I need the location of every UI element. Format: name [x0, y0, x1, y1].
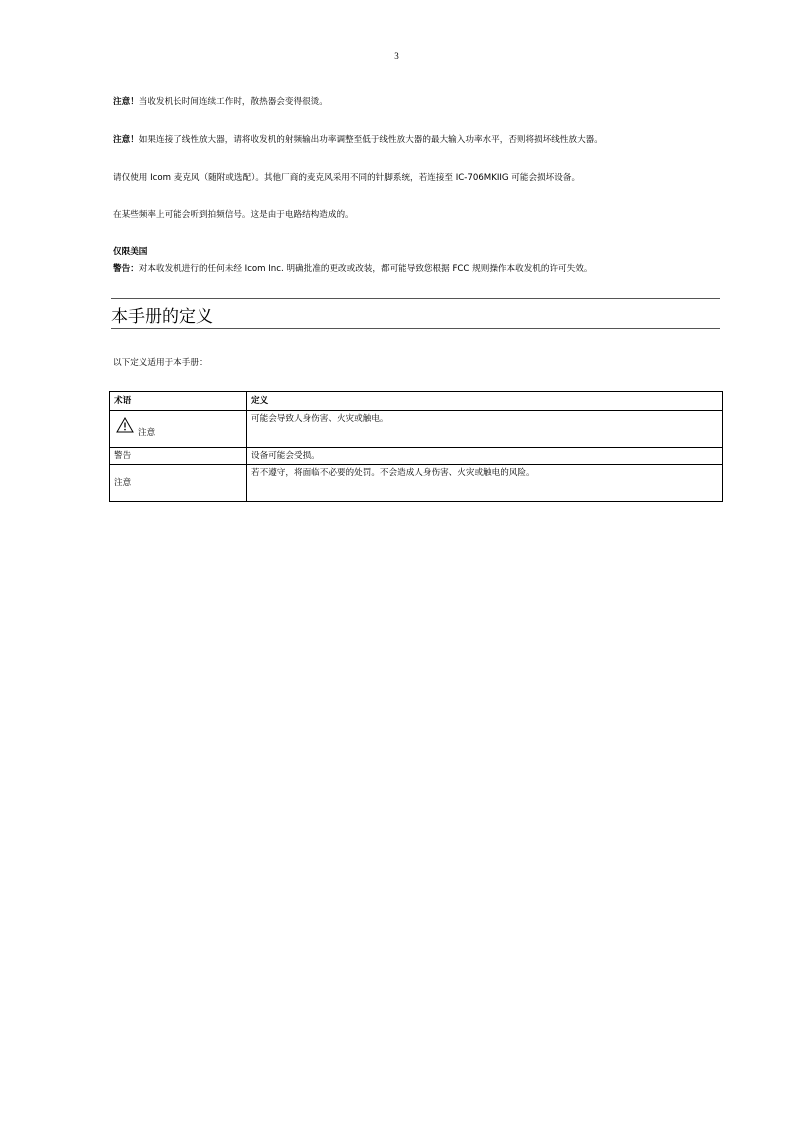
warning-text: 对本收发机进行的任何未经 Icom Inc. 明确批准的更改或改装，都可能导致您根据 FCC 规则操作本收发机的许可失效。	[138, 264, 593, 274]
definition-cell: 设备可能会受损。	[247, 448, 723, 465]
microphone-paragraph	[113, 172, 733, 185]
section-top-rule	[111, 298, 720, 299]
header-term: 术语	[110, 392, 247, 411]
term-cell: 警告	[110, 448, 247, 465]
table-row	[110, 448, 723, 465]
definition-cell: 若不遵守，将面临不必要的处罚。不会造成人身伤害、火灾或触电的风险。	[247, 465, 723, 502]
us-only-warning-paragraph	[113, 263, 733, 276]
section-bottom-rule	[111, 328, 720, 329]
warning-triangle-icon	[116, 417, 134, 433]
section-intro: 以下定义适用于本手册：	[113, 358, 208, 368]
section-title: 本手册的定义	[111, 307, 213, 327]
header-definition: 定义	[247, 392, 723, 411]
caution-label: 注意！	[113, 135, 139, 145]
beat-signal-text: 在某些频率上可能会听到拍频信号。这是由于电路结构造成的。	[113, 210, 354, 220]
term-label: 注意	[114, 478, 132, 488]
beat-signal-paragraph	[113, 209, 733, 222]
definition-cell: 可能会导致人身伤害、火灾或触电。	[247, 411, 723, 448]
term-cell	[110, 411, 247, 448]
us-only-heading: 仅限美国	[113, 247, 148, 257]
table-row	[110, 411, 723, 448]
microphone-text: 请仅使用 Icom 麦克风（随附或选配）。其他厂商的麦克风采用不同的针脚系统，若连接至 IC-706MKIIG 可能会损坏设备。	[113, 173, 581, 183]
page-number: 3	[394, 51, 399, 61]
caution-heat-paragraph	[113, 96, 733, 109]
caution-text: 当收发机长时间连续工作时，散热器会变得很烫。	[138, 97, 328, 107]
table-header-row	[110, 392, 723, 411]
definitions-table	[109, 391, 723, 502]
caution-amplifier-paragraph	[113, 134, 733, 147]
warning-label: 警告：	[113, 264, 139, 274]
caution-text: 如果连接了线性放大器，请将收发机的射频输出功率调整至低于线性放大器的最大输入功率水平，否则将损坏线性放大器。	[138, 135, 603, 145]
caution-label: 注意！	[113, 97, 139, 107]
term-cell	[110, 465, 247, 502]
term-label: 注意	[138, 428, 156, 438]
table-row	[110, 465, 723, 502]
